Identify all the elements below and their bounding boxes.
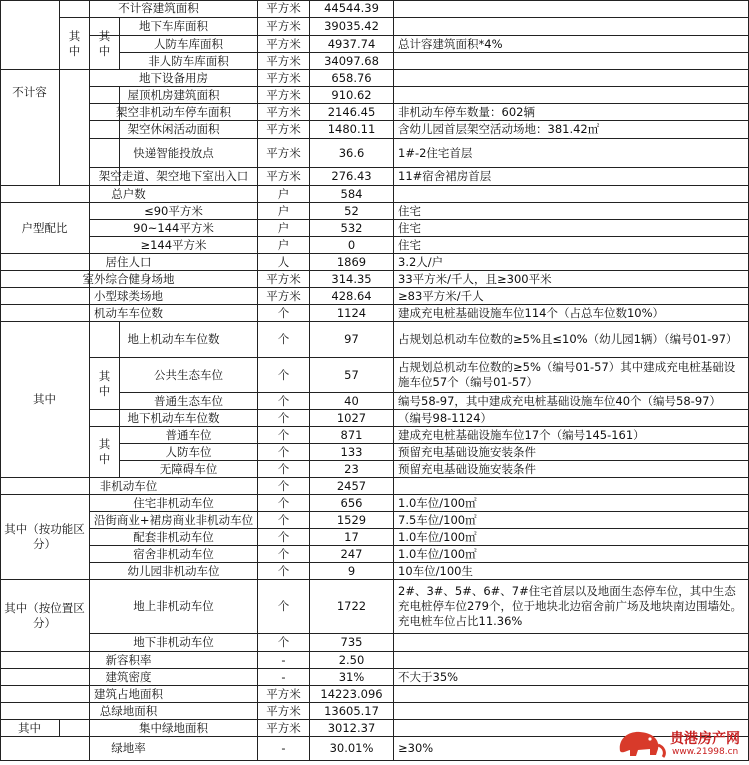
item-label: 新容积率	[0, 652, 258, 669]
group-label-cell: 户型配比	[0, 203, 90, 254]
value-cell: 3012.37	[310, 720, 394, 737]
group-label-cell: 不计容	[0, 0, 60, 186]
unit-cell: 平方米	[258, 104, 310, 121]
value-cell: 39035.42	[310, 18, 394, 36]
group-label-cell: 其中	[0, 720, 60, 737]
group-label-cell: 其中	[90, 358, 120, 410]
unit-cell: 平方米	[258, 53, 310, 70]
unit-cell: 平方米	[258, 0, 310, 18]
remark-cell	[394, 53, 749, 70]
remark-cell: 占规划总机动车位数的≥5%（编号01-57）其中建成充电桩基础设施车位57个（编号01-57）	[394, 358, 749, 393]
remark-cell	[394, 186, 749, 203]
value-cell: 133	[310, 444, 394, 461]
value-cell: 1480.11	[310, 121, 394, 139]
unit-cell: 个	[258, 495, 310, 512]
remark-cell: 不大于35%	[394, 669, 749, 686]
value-cell: 97	[310, 322, 394, 358]
unit-cell: 平方米	[258, 87, 310, 104]
remark-cell: 7.5车位/100㎡	[394, 512, 749, 529]
value-cell: 2457	[310, 478, 394, 495]
unit-cell: 平方米	[258, 271, 310, 288]
table-border-left	[0, 0, 1, 761]
unit-cell: 个	[258, 461, 310, 478]
blank-merged-cell	[60, 70, 90, 186]
value-cell: 428.64	[310, 288, 394, 305]
unit-cell: 个	[258, 563, 310, 580]
item-label: 地下非机动车位	[90, 634, 258, 652]
remark-cell	[394, 652, 749, 669]
value-cell: 31%	[310, 669, 394, 686]
item-label: 非人防车库面积	[120, 53, 258, 70]
unit-cell: 个	[258, 478, 310, 495]
value-cell: 2146.45	[310, 104, 394, 121]
unit-cell: 个	[258, 512, 310, 529]
value-cell: 44544.39	[310, 0, 394, 18]
unit-cell: 平方米	[258, 720, 310, 737]
value-cell: 1722	[310, 580, 394, 634]
value-cell: 4937.74	[310, 36, 394, 53]
value-cell: 9	[310, 563, 394, 580]
unit-cell: 平方米	[258, 18, 310, 36]
unit-cell: 人	[258, 254, 310, 271]
watermark-text: 贵港房产网	[670, 731, 740, 747]
remark-cell: 总计容建筑面积*4%	[394, 36, 749, 53]
item-label: 公共生态车位	[120, 358, 258, 393]
remark-cell: ≥30%	[394, 737, 749, 761]
remark-cell: 建成充电桩基础设施车位17个（编号145-161）	[394, 427, 749, 444]
unit-cell: 个	[258, 634, 310, 652]
remark-cell	[394, 686, 749, 703]
value-cell: 13605.17	[310, 703, 394, 720]
value-cell: 735	[310, 634, 394, 652]
value-cell: 656	[310, 495, 394, 512]
value-cell: 584	[310, 186, 394, 203]
unit-cell: 平方米	[258, 168, 310, 186]
value-cell: 314.35	[310, 271, 394, 288]
unit-cell: 个	[258, 322, 310, 358]
item-label: 地上非机动车位	[90, 580, 258, 634]
item-label: 住宅非机动车位	[90, 495, 258, 512]
value-cell: 34097.68	[310, 53, 394, 70]
item-label: 集中绿地面积	[90, 720, 258, 737]
item-label: ≥144平方米	[90, 237, 258, 254]
remark-cell	[394, 0, 749, 18]
item-label: 普通车位	[120, 427, 258, 444]
value-cell: 1869	[310, 254, 394, 271]
watermark-url: www.21998.cn	[672, 747, 739, 757]
remark-cell	[394, 634, 749, 652]
item-label: ≤90平方米	[90, 203, 258, 220]
unit-cell: 个	[258, 580, 310, 634]
remark-cell: 住宅	[394, 203, 749, 220]
item-label: 建筑密度	[0, 669, 258, 686]
item-label: 总户数	[0, 186, 258, 203]
blank-merged-cell	[60, 720, 90, 737]
remark-cell: 1#-2住宅首层	[394, 139, 749, 168]
unit-cell: -	[258, 652, 310, 669]
value-cell: 1027	[310, 410, 394, 427]
value-cell: 247	[310, 546, 394, 563]
group-label-cell: 其中	[0, 322, 90, 478]
remark-cell: 3.2人/户	[394, 254, 749, 271]
value-cell: 2.50	[310, 652, 394, 669]
item-label: 地上机动车车位数	[90, 322, 258, 358]
remark-cell: 非机动车停车数量：602辆	[394, 104, 749, 121]
unit-cell: 户	[258, 237, 310, 254]
watermark-logo	[614, 725, 749, 761]
value-cell: 532	[310, 220, 394, 237]
unit-cell: 平方米	[258, 121, 310, 139]
group-label-cell: 其中（按功能区分）	[0, 495, 90, 580]
unit-cell: -	[258, 669, 310, 686]
item-label: 配套非机动车位	[90, 529, 258, 546]
remark-cell: 占规划总机动车位数的≥5%且≤10%（幼儿园1辆）（编号01-97）	[394, 322, 749, 358]
item-label: 屋顶机房建筑面积	[90, 87, 258, 104]
group-label-cell: 其中	[60, 18, 90, 70]
item-label: 无障碍车位	[120, 461, 258, 478]
remark-cell: 住宅	[394, 220, 749, 237]
group-label-cell: 其中（按位置区分）	[0, 580, 90, 652]
unit-cell: 户	[258, 203, 310, 220]
unit-cell: 个	[258, 444, 310, 461]
remark-cell: 建成充电桩基础设施车位114个（占总车位数10%）	[394, 305, 749, 322]
remark-cell: （编号98-1124）	[394, 410, 749, 427]
unit-cell: 平方米	[258, 36, 310, 53]
remark-cell: 2#、3#、5#、6#、7#住宅首层以及地面生态停车位，其中生态充电桩停车位279个，位于地块北边宿舍前广场及地块南边围墙处。充电桩车位占比11.36%	[394, 580, 749, 634]
item-label: 人防车库面积	[120, 36, 258, 53]
item-label: 室外综合健身场地	[0, 271, 258, 288]
remark-cell: 住宅	[394, 237, 749, 254]
unit-cell: 个	[258, 529, 310, 546]
group-label-cell: 其中	[90, 18, 120, 70]
item-label: 机动车车位数	[0, 305, 258, 322]
remark-cell	[394, 18, 749, 36]
remark-cell	[394, 70, 749, 87]
value-cell: 276.43	[310, 168, 394, 186]
value-cell: 30.01%	[310, 737, 394, 761]
item-label: 快递智能投放点	[90, 139, 258, 168]
value-cell: 14223.096	[310, 686, 394, 703]
value-cell: 40	[310, 393, 394, 410]
item-label: 总绿地面积	[0, 703, 258, 720]
remark-cell: 编号58-97，其中建成充电桩基础设施车位40个（编号58-97）	[394, 393, 749, 410]
item-label: 架空走道、架空地下室出入口	[90, 168, 258, 186]
unit-cell: 户	[258, 186, 310, 203]
remark-cell	[394, 87, 749, 104]
value-cell: 36.6	[310, 139, 394, 168]
item-label: 居住人口	[0, 254, 258, 271]
unit-cell: 个	[258, 358, 310, 393]
unit-cell: 平方米	[258, 70, 310, 87]
remark-cell: 33平方米/千人，且≥300平米	[394, 271, 749, 288]
value-cell: 1529	[310, 512, 394, 529]
elephant-icon	[614, 725, 668, 761]
item-label: 沿街商业+裙房商业非机动车位	[90, 512, 258, 529]
value-cell: 57	[310, 358, 394, 393]
item-label: 地下机动车车位数	[90, 410, 258, 427]
remark-cell	[394, 478, 749, 495]
value-cell: 658.76	[310, 70, 394, 87]
item-label: 架空休闲活动面积	[90, 121, 258, 139]
value-cell: 871	[310, 427, 394, 444]
unit-cell: 个	[258, 305, 310, 322]
value-cell: 52	[310, 203, 394, 220]
remark-cell: 预留充电基础设施安装条件	[394, 444, 749, 461]
remark-cell: 预留充电基础设施安装条件	[394, 461, 749, 478]
item-label: 人防车位	[120, 444, 258, 461]
remark-cell: ≥83平方米/千人	[394, 288, 749, 305]
item-label: 小型球类场地	[0, 288, 258, 305]
item-label: 90~144平方米	[90, 220, 258, 237]
item-label: 地下车库面积	[90, 18, 258, 36]
item-label: 建筑占地面积	[0, 686, 258, 703]
table-border-top	[0, 0, 749, 1]
unit-cell: 平方米	[258, 703, 310, 720]
remark-cell	[394, 703, 749, 720]
item-label: 非机动车位	[0, 478, 258, 495]
value-cell: 910.62	[310, 87, 394, 104]
item-label: 不计容建筑面积	[60, 0, 258, 18]
unit-cell: 个	[258, 393, 310, 410]
value-cell: 0	[310, 237, 394, 254]
remark-cell: 1.0车位/100㎡	[394, 529, 749, 546]
remark-cell: 11#宿舍裙房首层	[394, 168, 749, 186]
unit-cell: 平方米	[258, 139, 310, 168]
value-cell: 1124	[310, 305, 394, 322]
remark-cell: 10车位/100生	[394, 563, 749, 580]
unit-cell: 平方米	[258, 288, 310, 305]
remark-cell: 1.0车位/100㎡	[394, 546, 749, 563]
value-cell: 23	[310, 461, 394, 478]
item-label: 地下设备用房	[90, 70, 258, 87]
remark-cell: 1.0车位/100㎡	[394, 495, 749, 512]
unit-cell: 平方米	[258, 686, 310, 703]
value-cell: 17	[310, 529, 394, 546]
unit-cell: 个	[258, 427, 310, 444]
item-label: 宿舍非机动车位	[90, 546, 258, 563]
group-label-cell: 其中	[90, 427, 120, 478]
item-label: 幼儿园非机动车位	[90, 563, 258, 580]
unit-cell: 户	[258, 220, 310, 237]
item-label: 普通生态车位	[120, 393, 258, 410]
unit-cell: 个	[258, 546, 310, 563]
remark-cell: 含幼儿园首层架空活动场地：381.42㎡	[394, 121, 749, 139]
unit-cell: -	[258, 737, 310, 761]
unit-cell: 个	[258, 410, 310, 427]
item-label: 绿地率	[0, 737, 258, 761]
item-label: 架空非机动车停车面积	[90, 104, 258, 121]
